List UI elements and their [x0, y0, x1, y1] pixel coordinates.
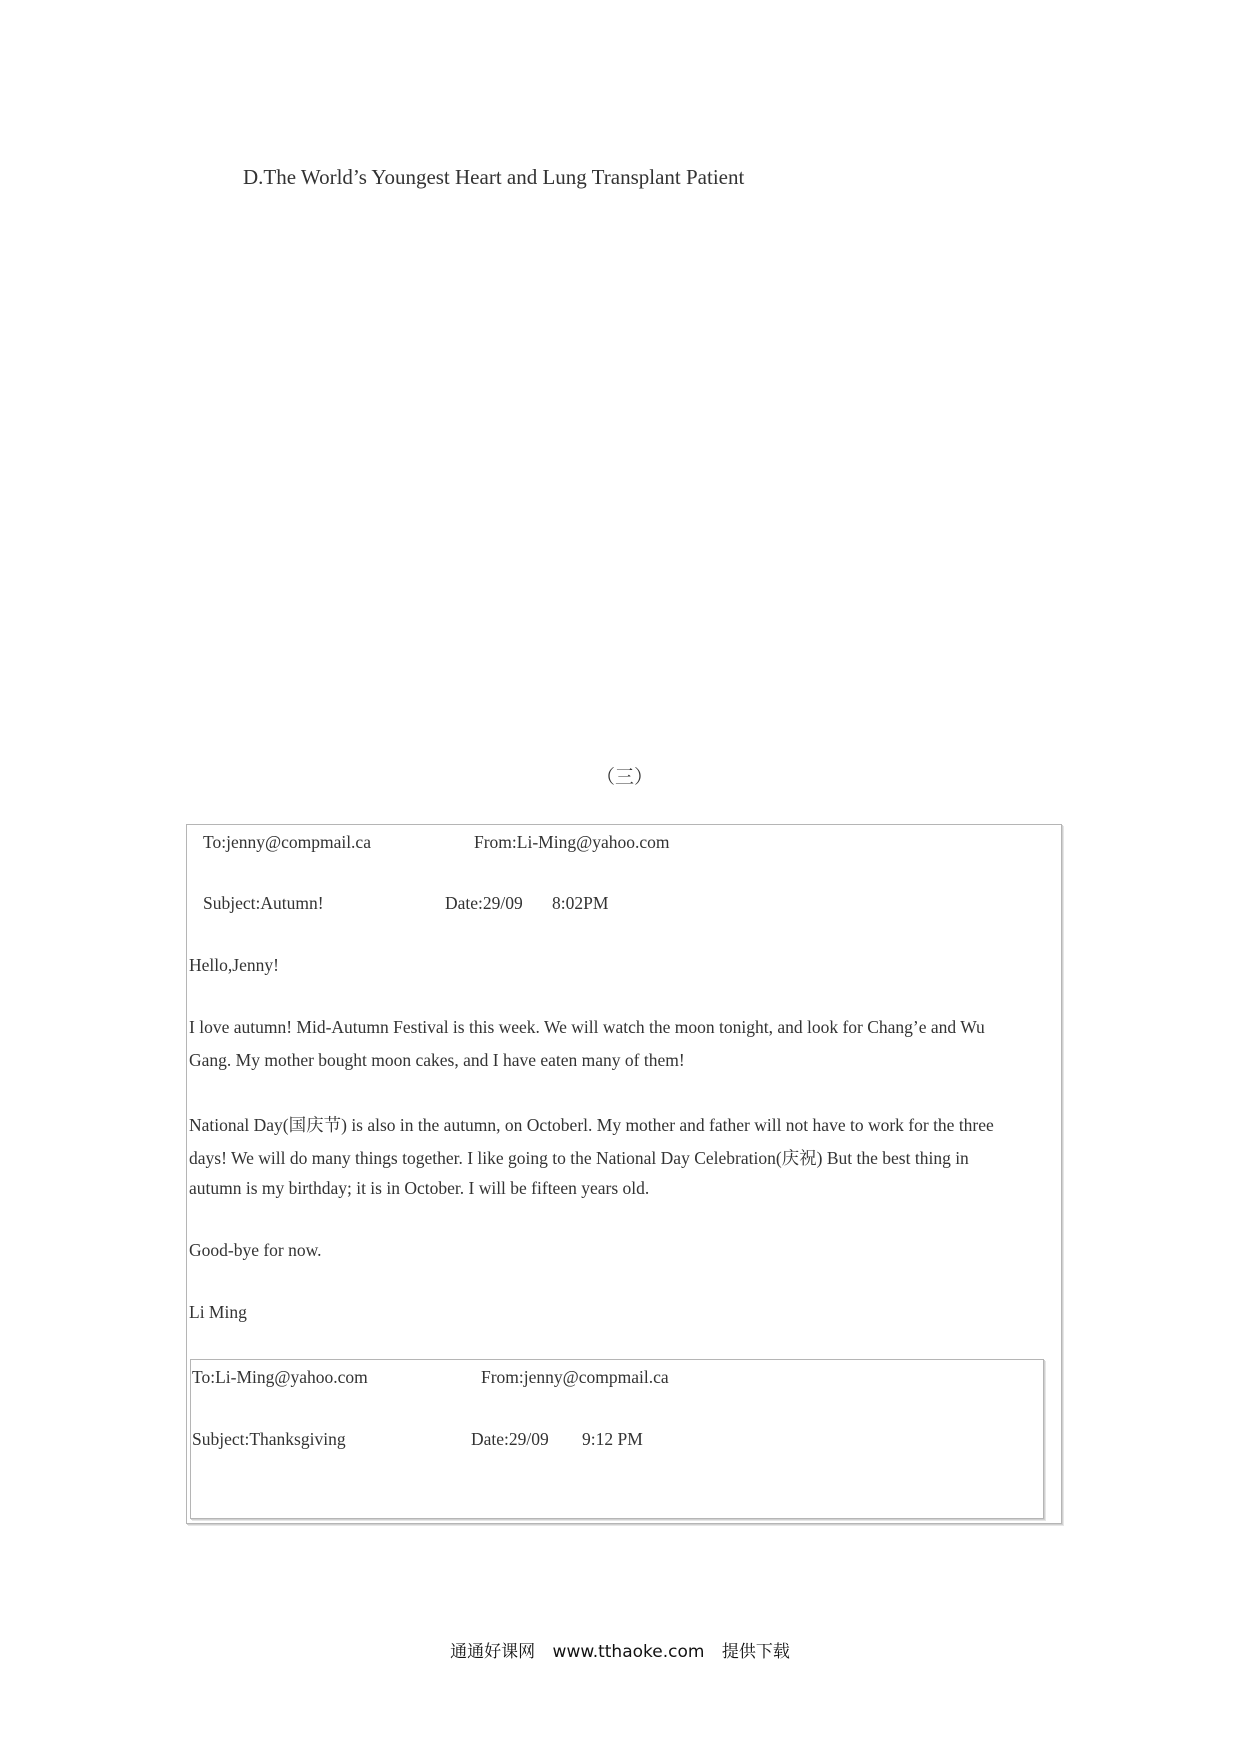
footer-url: www.tthaoke.com — [552, 1642, 705, 1662]
email1-para2-line1: National Day(国庆节) is also in the autumn, on Octoberl. My mother and father will not have to work for the three — [189, 1115, 994, 1135]
email1-time: 8:02PM — [552, 893, 609, 913]
email1-greeting: Hello,Jenny! — [189, 955, 279, 975]
email1-para1-line1: I love autumn! Mid-Autumn Festival is this week. We will watch the moon tonight, and look for Chang’e and Wu — [189, 1017, 985, 1037]
email1-date: Date:29/09 — [445, 893, 523, 913]
footer-site-name: 通通好课网 — [450, 1642, 536, 1662]
email2-from: From:jenny@compmail.ca — [481, 1367, 669, 1387]
email1-para1-line2: Gang. My mother bought moon cakes, and I have eaten many of them! — [189, 1050, 685, 1070]
email2-time: 9:12 PM — [582, 1429, 643, 1449]
email2-to: To:Li-Ming@yahoo.com — [192, 1367, 368, 1387]
section-number: （三） — [596, 767, 654, 788]
email1-para2-line2: days! We will do many things together. I like going to the National Day Celebration(庆祝) But the best thing in — [189, 1148, 969, 1168]
option-d: D.The World’s Youngest Heart and Lung Transplant Patient — [243, 165, 745, 189]
email1-from: From:Li-Ming@yahoo.com — [474, 832, 670, 852]
email2-date: Date:29/09 — [471, 1429, 549, 1449]
email1-signature: Li Ming — [189, 1302, 247, 1322]
email1-closing: Good-bye for now. — [189, 1240, 322, 1260]
email1-subject: Subject:Autumn! — [203, 893, 324, 913]
email1-to: To:jenny@compmail.ca — [203, 832, 371, 852]
footer-action: 提供下载 — [721, 1642, 790, 1662]
page-footer — [0, 1637, 1240, 1662]
email2-subject: Subject:Thanksgiving — [192, 1429, 346, 1449]
email1-para2-line3: autumn is my birthday; it is in October. I will be fifteen years old. — [189, 1178, 650, 1198]
